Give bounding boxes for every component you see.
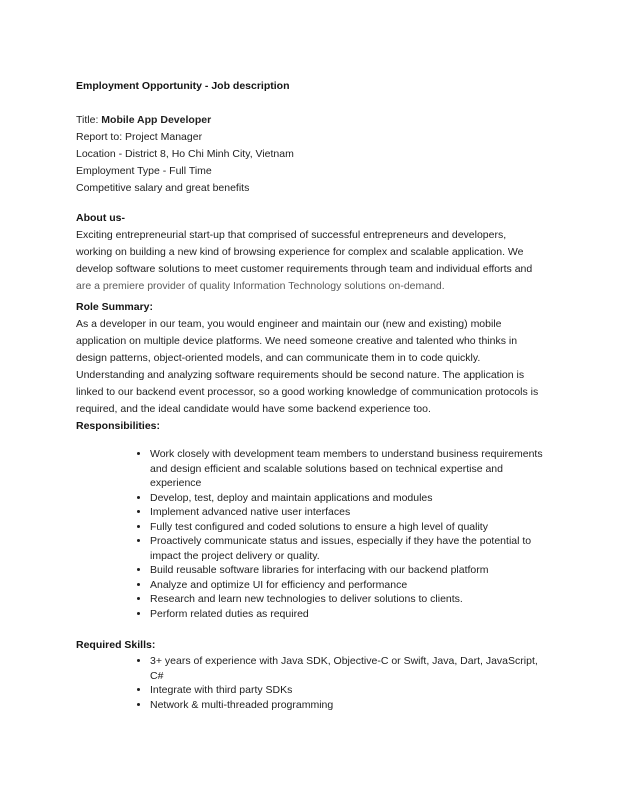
document-title: Employment Opportunity - Job description bbox=[76, 80, 290, 92]
required-skill-item: • 3+ years of experience with Java SDK, Objective-C or Swift, Java, Dart, JavaScript, C# bbox=[150, 654, 543, 683]
about-us-text-main: Exciting entrepreneurial start-up that comprised of successful entrepreneurs and developers, working on building a new kind of browsing experience for complex and scalable application. We develop software solutions to meet customer requirements through team and individual efforts and bbox=[76, 229, 533, 275]
responsibility-item: • Implement advanced native user interfaces bbox=[150, 505, 543, 520]
section-role-summary bbox=[76, 299, 543, 418]
role-summary-heading: Role Summary: bbox=[76, 301, 154, 313]
responsibility-item: • Research and learn new technologies to deliver solutions to clients. bbox=[150, 592, 543, 607]
employment-type-line: Employment Type - Full Time bbox=[76, 165, 212, 177]
job-title-label: Title: bbox=[76, 114, 102, 126]
required-skill-item: • Integrate with third party SDKs bbox=[150, 683, 543, 698]
responsibility-item: • Work closely with development team members to understand business requirements and design efficient and scalable solutions based on technical expertise and experience bbox=[150, 447, 543, 491]
about-us-paragraph bbox=[76, 227, 543, 295]
section-required-skills bbox=[76, 637, 543, 712]
responsibilities-list bbox=[76, 447, 543, 621]
about-us-heading: About us- bbox=[76, 212, 125, 224]
responsibility-item: • Fully test configured and coded solutions to ensure a high level of quality bbox=[150, 520, 543, 535]
required-skill-item: • Network & multi-threaded programming bbox=[150, 698, 543, 713]
about-us-text-muted: are a premiere provider of quality Information Technology solutions on-demand. bbox=[76, 280, 445, 292]
job-title-line bbox=[76, 112, 543, 129]
report-to-line: Report to: Project Manager bbox=[76, 131, 203, 143]
required-skills-heading: Required Skills: bbox=[76, 639, 156, 651]
responsibility-item: • Build reusable software libraries for interfacing with our backend platform bbox=[150, 563, 543, 578]
section-about-us bbox=[76, 210, 543, 295]
responsibility-item: • Develop, test, deploy and maintain applications and modules bbox=[150, 491, 543, 506]
responsibilities-heading: Responsibilities: bbox=[76, 420, 161, 432]
location-line: Location - District 8, Ho Chi Minh City, Vietnam bbox=[76, 148, 294, 160]
job-title-value: Mobile App Developer bbox=[101, 114, 212, 126]
responsibility-item: • Perform related duties as required bbox=[150, 607, 543, 622]
salary-line: Competitive salary and great benefits bbox=[76, 182, 250, 194]
section-responsibilities bbox=[76, 418, 543, 621]
job-meta-block bbox=[76, 112, 543, 197]
required-skills-list bbox=[76, 654, 543, 712]
responsibility-item: • Proactively communicate status and issues, especially if they have the potential to impact the project delivery or quality. bbox=[150, 534, 543, 563]
responsibility-item: • Analyze and optimize UI for efficiency and performance bbox=[150, 578, 543, 593]
role-summary-paragraph: As a developer in our team, you would engineer and maintain our (new and existing) mobile application on multiple device platforms. We need someone creative and talented who thinks in design patterns, object-oriented models, and can communicate them in to code quickly. Understanding and analyzing software requirements should be second nature. The application is linked to our backend event processor, so a good working knowledge of communication protocols is required, and the ideal candidate would have some backend experience too. bbox=[76, 318, 539, 415]
